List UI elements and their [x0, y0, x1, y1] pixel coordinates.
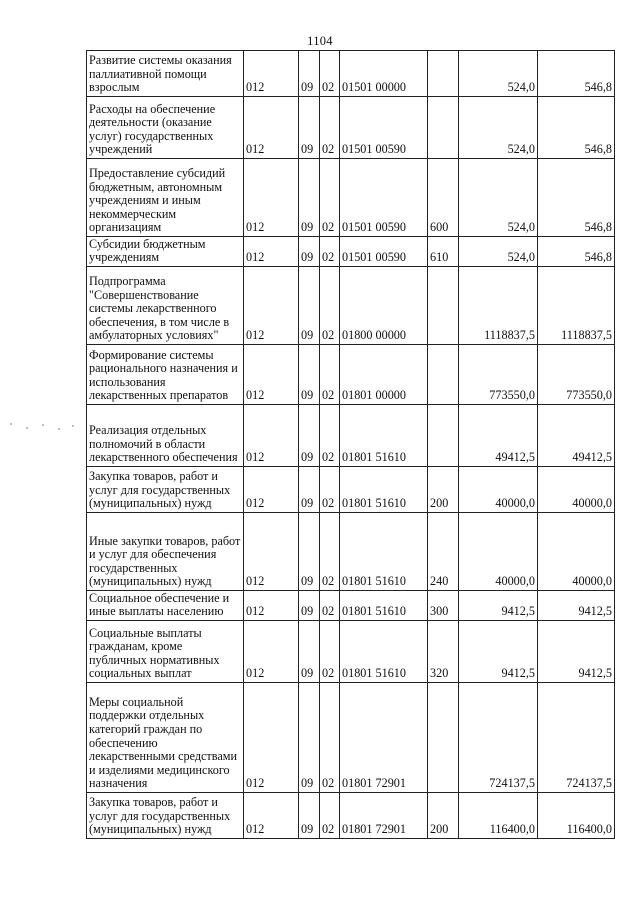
cell-subsection: 02	[320, 683, 340, 793]
table-row	[87, 345, 615, 405]
cell-value1: 1118837,5	[459, 267, 538, 345]
cell-target: 01801 51610	[340, 621, 428, 683]
cell-name: Подпрограмма "Совершенствование системы лекарственного обеспечения, в том числе в амбулаторных условиях"	[87, 267, 244, 345]
cell-section: 09	[299, 267, 320, 345]
cell-value2: 546,8	[538, 97, 615, 159]
cell-section: 09	[299, 51, 320, 97]
cell-vr	[428, 405, 459, 467]
cell-vr: 610	[428, 237, 459, 267]
table-row	[87, 97, 615, 159]
cell-section: 09	[299, 621, 320, 683]
cell-value1: 49412,5	[459, 405, 538, 467]
cell-value2: 724137,5	[538, 683, 615, 793]
cell-vr: 200	[428, 793, 459, 839]
cell-target: 01801 72901	[340, 683, 428, 793]
cell-code: 012	[244, 513, 299, 591]
cell-name: Реализация отдельных полномочий в области лекарственного обеспечения	[87, 405, 244, 467]
cell-subsection: 02	[320, 513, 340, 591]
table-row	[87, 51, 615, 97]
table-row	[87, 621, 615, 683]
cell-value2: 1118837,5	[538, 267, 615, 345]
cell-code: 012	[244, 793, 299, 839]
cell-vr: 200	[428, 467, 459, 513]
cell-target: 01800 00000	[340, 267, 428, 345]
cell-section: 09	[299, 159, 320, 237]
margin-scribble	[4, 415, 82, 437]
cell-value1: 9412,5	[459, 591, 538, 621]
cell-subsection: 02	[320, 467, 340, 513]
cell-vr: 240	[428, 513, 459, 591]
cell-code: 012	[244, 467, 299, 513]
cell-value1: 524,0	[459, 97, 538, 159]
cell-target: 01501 00590	[340, 237, 428, 267]
cell-name: Иные закупки товаров, работ и услуг для обеспечения государственных (муниципальных) нужд	[87, 513, 244, 591]
cell-code: 012	[244, 237, 299, 267]
cell-name: Социальные выплаты гражданам, кроме публичных нормативных социальных выплат	[87, 621, 244, 683]
cell-target: 01801 51610	[340, 591, 428, 621]
cell-subsection: 02	[320, 237, 340, 267]
cell-subsection: 02	[320, 345, 340, 405]
cell-value2: 9412,5	[538, 621, 615, 683]
cell-section: 09	[299, 793, 320, 839]
cell-code: 012	[244, 405, 299, 467]
cell-code: 012	[244, 159, 299, 237]
cell-value1: 724137,5	[459, 683, 538, 793]
cell-subsection: 02	[320, 97, 340, 159]
cell-name: Закупка товаров, работ и услуг для государственных (муниципальных) нужд	[87, 793, 244, 839]
cell-section: 09	[299, 237, 320, 267]
cell-value1: 40000,0	[459, 467, 538, 513]
cell-code: 012	[244, 683, 299, 793]
cell-value2: 116400,0	[538, 793, 615, 839]
cell-subsection: 02	[320, 591, 340, 621]
page-number: 1104	[307, 34, 333, 48]
cell-value2: 9412,5	[538, 591, 615, 621]
cell-name: Меры социальной поддержки отдельных категорий граждан по обеспечению лекарственными средствами и изделиями медицинского назначения	[87, 683, 244, 793]
cell-subsection: 02	[320, 405, 340, 467]
cell-value2: 49412,5	[538, 405, 615, 467]
cell-value2: 546,8	[538, 159, 615, 237]
cell-value1: 116400,0	[459, 793, 538, 839]
table-row	[87, 591, 615, 621]
cell-code: 012	[244, 621, 299, 683]
table-row	[87, 793, 615, 839]
cell-vr: 300	[428, 591, 459, 621]
cell-section: 09	[299, 513, 320, 591]
table-row	[87, 237, 615, 267]
cell-target: 01501 00590	[340, 159, 428, 237]
cell-code: 012	[244, 345, 299, 405]
cell-value2: 40000,0	[538, 467, 615, 513]
cell-code: 012	[244, 97, 299, 159]
cell-vr	[428, 267, 459, 345]
cell-name: Предоставление субсидий бюджетным, автономным учреждениям и иным некоммерческим организациям	[87, 159, 244, 237]
cell-name: Субсидии бюджетным учреждениям	[87, 237, 244, 267]
table-row	[87, 405, 615, 467]
cell-value1: 524,0	[459, 237, 538, 267]
cell-value2: 773550,0	[538, 345, 615, 405]
cell-target: 01501 00000	[340, 51, 428, 97]
cell-section: 09	[299, 345, 320, 405]
cell-code: 012	[244, 591, 299, 621]
cell-subsection: 02	[320, 51, 340, 97]
table-row	[87, 513, 615, 591]
cell-value2: 40000,0	[538, 513, 615, 591]
cell-target: 01801 51610	[340, 513, 428, 591]
cell-vr	[428, 345, 459, 405]
cell-vr: 320	[428, 621, 459, 683]
cell-target: 01501 00590	[340, 97, 428, 159]
cell-value1: 524,0	[459, 159, 538, 237]
budget-table	[86, 50, 615, 839]
table-row	[87, 159, 615, 237]
cell-name: Социальное обеспечение и иные выплаты населению	[87, 591, 244, 621]
cell-section: 09	[299, 467, 320, 513]
table-row	[87, 467, 615, 513]
cell-code: 012	[244, 267, 299, 345]
cell-name: Развитие системы оказания паллиативной помощи взрослым	[87, 51, 244, 97]
cell-code: 012	[244, 51, 299, 97]
cell-vr	[428, 683, 459, 793]
cell-section: 09	[299, 591, 320, 621]
cell-name: Формирование системы рационального назначения и использования лекарственных препаратов	[87, 345, 244, 405]
cell-value1: 40000,0	[459, 513, 538, 591]
cell-target: 01801 51610	[340, 467, 428, 513]
cell-name: Расходы на обеспечение деятельности (оказание услуг) государственных учреждений	[87, 97, 244, 159]
cell-value1: 773550,0	[459, 345, 538, 405]
table-row	[87, 267, 615, 345]
cell-vr	[428, 51, 459, 97]
cell-value2: 546,8	[538, 51, 615, 97]
cell-vr: 600	[428, 159, 459, 237]
cell-value2: 546,8	[538, 237, 615, 267]
table-row	[87, 683, 615, 793]
cell-vr	[428, 97, 459, 159]
cell-subsection: 02	[320, 621, 340, 683]
cell-subsection: 02	[320, 793, 340, 839]
cell-subsection: 02	[320, 159, 340, 237]
cell-name: Закупка товаров, работ и услуг для государственных (муниципальных) нужд	[87, 467, 244, 513]
cell-section: 09	[299, 97, 320, 159]
cell-target: 01801 00000	[340, 345, 428, 405]
cell-value1: 9412,5	[459, 621, 538, 683]
cell-section: 09	[299, 683, 320, 793]
cell-subsection: 02	[320, 267, 340, 345]
cell-value1: 524,0	[459, 51, 538, 97]
cell-target: 01801 72901	[340, 793, 428, 839]
cell-target: 01801 51610	[340, 405, 428, 467]
cell-section: 09	[299, 405, 320, 467]
